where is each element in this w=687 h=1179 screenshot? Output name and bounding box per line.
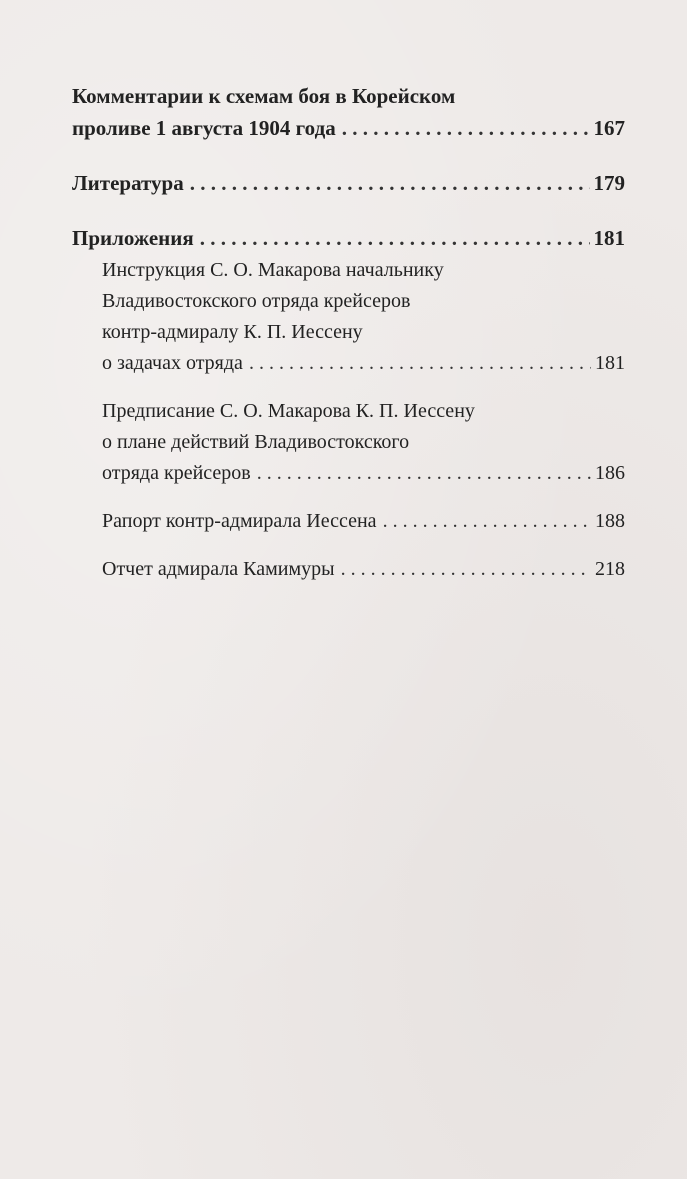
dot-leader — [342, 112, 590, 144]
toc-entry-line — [102, 286, 625, 317]
toc-page-number: 218 — [595, 558, 625, 580]
toc-subentry-kamimura-report[interactable] — [102, 554, 625, 585]
toc-page-number: 167 — [593, 116, 625, 140]
toc-entry-line — [102, 554, 625, 585]
toc-entry-title-line: Литература — [72, 171, 184, 195]
toc-entry-title-line: о задачах отряда — [102, 352, 243, 374]
dot-leader — [341, 554, 591, 585]
toc-entry-line — [102, 317, 625, 348]
toc-entry-title-line: Предписание С. О. Макарова К. П. Иессену — [102, 400, 475, 422]
toc-entry-line — [72, 167, 625, 199]
toc-entry-line — [102, 348, 625, 379]
dot-leader — [200, 222, 590, 254]
toc-entry-line — [72, 112, 625, 144]
toc-entry-title-line: Комментарии к схемам боя в Корейском — [72, 84, 456, 108]
toc-page-number: 179 — [593, 171, 625, 195]
toc-entry-title-line: проливе 1 августа 1904 года — [72, 116, 336, 140]
dot-leader — [257, 458, 591, 489]
toc-entry-title-line: Владивостокского отряда крейсеров — [102, 290, 411, 312]
toc-entry-title-line: Отчет адмирала Камимуры — [102, 558, 335, 580]
toc-entry-title-line: Рапорт контр-адмирала Иессена — [102, 510, 377, 532]
dot-leader — [383, 506, 591, 537]
toc-entry-title-line: контр-адмиралу К. П. Иессену — [102, 321, 363, 343]
toc-page-number: 188 — [595, 510, 625, 532]
toc-entry-title-line: отряда крейсеров — [102, 462, 251, 484]
toc-entry-title-line: Инструкция С. О. Макарова начальнику — [102, 259, 444, 281]
toc-entry-line — [72, 222, 625, 254]
toc-entry-line — [102, 506, 625, 537]
toc-entry-literature[interactable] — [72, 167, 625, 199]
toc-entry-line — [102, 255, 625, 286]
toc-page-number: 181 — [595, 352, 625, 374]
toc-subentry-makarov-order[interactable] — [102, 396, 625, 489]
toc-entry-line — [102, 396, 625, 427]
toc-entry-line — [72, 80, 625, 112]
toc-entry-korea-strait-comments[interactable] — [72, 80, 625, 144]
toc-page-number: 186 — [595, 462, 625, 484]
toc-entry-line — [102, 427, 625, 458]
toc-entry-appendices[interactable] — [72, 222, 625, 254]
dot-leader — [190, 167, 590, 199]
toc-subentry-makarov-instruction[interactable] — [102, 255, 625, 379]
toc-entry-line — [102, 458, 625, 489]
toc-subentry-jessen-report[interactable] — [102, 506, 625, 537]
table-of-contents — [72, 80, 625, 585]
dot-leader — [249, 348, 591, 379]
toc-page-number: 181 — [593, 226, 625, 250]
toc-entry-title-line: Приложения — [72, 226, 194, 250]
toc-entry-title-line: о плане действий Владивостокского — [102, 431, 410, 453]
